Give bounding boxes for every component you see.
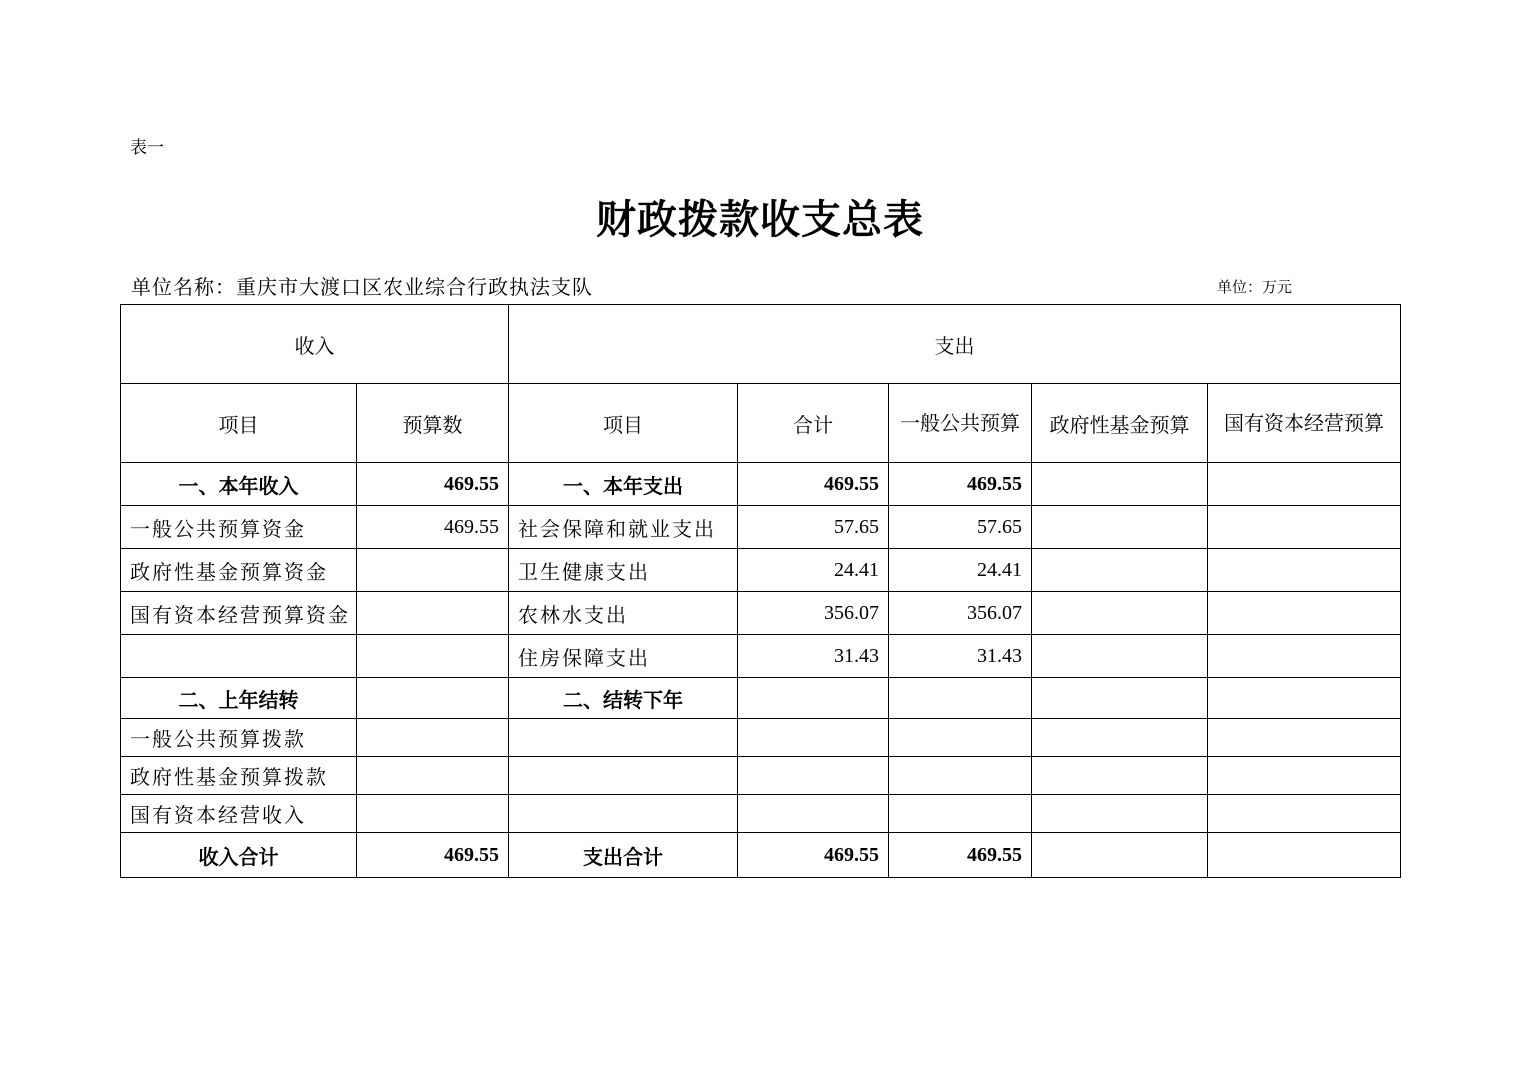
expense-item-cell: [509, 757, 738, 795]
table-row: [121, 833, 1401, 878]
fund-cell: [1032, 463, 1208, 506]
income-value-cell: [357, 678, 509, 719]
col-total: 合计: [738, 384, 889, 463]
col-gov-fund: 政府性基金预算: [1032, 384, 1208, 463]
unit-name: 单位名称：重庆市大渡口区农业综合行政执法支队: [131, 275, 593, 299]
capital-cell: [1208, 592, 1401, 635]
expense-item-cell: 住房保障支出: [509, 635, 738, 678]
general-cell: 24.41: [889, 549, 1032, 592]
capital-cell: [1208, 719, 1401, 757]
fund-cell: [1032, 719, 1208, 757]
income-header: 收入: [121, 305, 509, 384]
col-general-public: 一般公共预算: [889, 384, 1032, 463]
header-row-top: [121, 305, 1401, 384]
page-title: 财政拨款收支总表: [596, 196, 924, 243]
general-cell: [889, 757, 1032, 795]
general-cell: 469.55: [889, 833, 1032, 878]
income-item-cell: 二、上年结转: [121, 678, 357, 719]
total-cell: 356.07: [738, 592, 889, 635]
income-value-cell: 469.55: [357, 506, 509, 549]
fund-cell: [1032, 678, 1208, 719]
expense-item-cell: 卫生健康支出: [509, 549, 738, 592]
general-cell: 469.55: [889, 463, 1032, 506]
capital-cell: [1208, 635, 1401, 678]
total-cell: [738, 795, 889, 833]
fund-cell: [1032, 506, 1208, 549]
total-cell: [738, 719, 889, 757]
total-cell: 31.43: [738, 635, 889, 678]
income-value-cell: [357, 635, 509, 678]
col-expense-item: 项目: [509, 384, 738, 463]
income-value-cell: 469.55: [357, 833, 509, 878]
income-value-cell: 469.55: [357, 463, 509, 506]
fund-cell: [1032, 549, 1208, 592]
income-value-cell: [357, 795, 509, 833]
income-item-cell: 一、本年收入: [121, 463, 357, 506]
col-income-item: 项目: [121, 384, 357, 463]
header-row-columns: [121, 384, 1401, 463]
capital-cell: [1208, 833, 1401, 878]
expense-item-cell: 农林水支出: [509, 592, 738, 635]
table-row: [121, 795, 1401, 833]
total-cell: 469.55: [738, 833, 889, 878]
table-row: [121, 463, 1401, 506]
table-number: 表一: [130, 138, 164, 158]
total-cell: 24.41: [738, 549, 889, 592]
table-row: [121, 592, 1401, 635]
income-item-cell: 一般公共预算拨款: [121, 719, 357, 757]
capital-cell: [1208, 678, 1401, 719]
total-cell: 57.65: [738, 506, 889, 549]
col-income-budget: 预算数: [357, 384, 509, 463]
income-value-cell: [357, 592, 509, 635]
capital-cell: [1208, 795, 1401, 833]
general-cell: [889, 719, 1032, 757]
income-item-cell: 国有资本经营收入: [121, 795, 357, 833]
table-row: [121, 678, 1401, 719]
table-row: [121, 719, 1401, 757]
fund-cell: [1032, 833, 1208, 878]
fund-cell: [1032, 635, 1208, 678]
general-cell: 356.07: [889, 592, 1032, 635]
expense-header: 支出: [509, 305, 1401, 384]
income-value-cell: [357, 549, 509, 592]
income-item-cell: 收入合计: [121, 833, 357, 878]
expense-item-cell: 社会保障和就业支出: [509, 506, 738, 549]
expense-item-cell: 支出合计: [509, 833, 738, 878]
income-value-cell: [357, 719, 509, 757]
income-item-cell: 政府性基金预算资金: [121, 549, 357, 592]
capital-cell: [1208, 549, 1401, 592]
general-cell: [889, 678, 1032, 719]
general-cell: 31.43: [889, 635, 1032, 678]
capital-cell: [1208, 757, 1401, 795]
budget-table: [120, 304, 1401, 878]
table-row: [121, 635, 1401, 678]
unit-measure: 单位：万元: [1217, 278, 1293, 296]
expense-item-cell: [509, 719, 738, 757]
total-cell: [738, 757, 889, 795]
expense-item-cell: 二、结转下年: [509, 678, 738, 719]
table-row: [121, 506, 1401, 549]
fund-cell: [1032, 757, 1208, 795]
capital-cell: [1208, 463, 1401, 506]
income-item-cell: 一般公共预算资金: [121, 506, 357, 549]
fund-cell: [1032, 795, 1208, 833]
table-row: [121, 549, 1401, 592]
table-row: [121, 757, 1401, 795]
income-item-cell: 政府性基金预算拨款: [121, 757, 357, 795]
capital-cell: [1208, 506, 1401, 549]
general-cell: 57.65: [889, 506, 1032, 549]
income-value-cell: [357, 757, 509, 795]
total-cell: 469.55: [738, 463, 889, 506]
total-cell: [738, 678, 889, 719]
income-item-cell: 国有资本经营预算资金: [121, 592, 357, 635]
fund-cell: [1032, 592, 1208, 635]
expense-item-cell: 一、本年支出: [509, 463, 738, 506]
col-state-capital: 国有资本经营预算: [1208, 384, 1401, 463]
general-cell: [889, 795, 1032, 833]
expense-item-cell: [509, 795, 738, 833]
income-item-cell: [121, 635, 357, 678]
